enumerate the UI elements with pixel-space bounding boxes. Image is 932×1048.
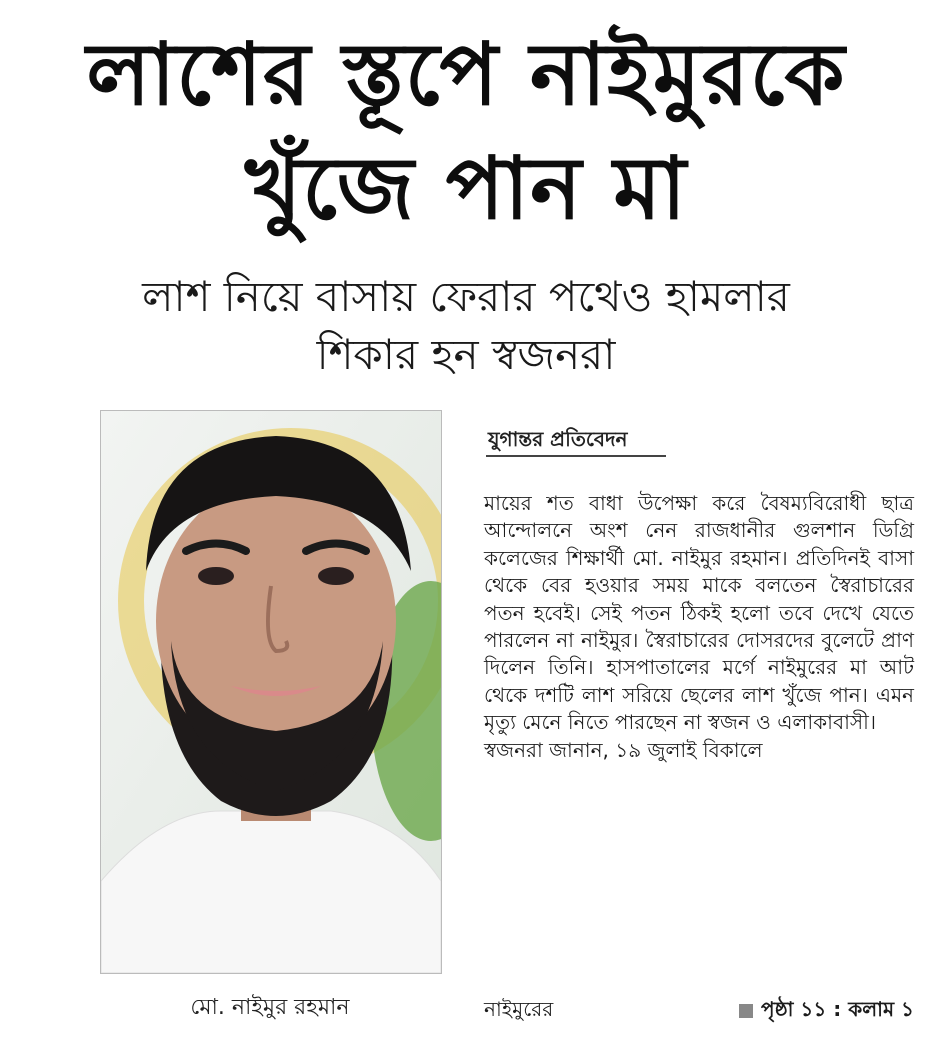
page-jump-label: পৃষ্ঠা ১১ : কলাম ১ <box>761 997 914 1021</box>
article-body <box>484 490 914 764</box>
square-bullet-icon <box>739 1004 753 1018</box>
subheadline-line-1: লাশ নিয়ে বাসায় ফেরার পথেও হামলার <box>142 272 790 321</box>
byline-divider <box>486 455 666 457</box>
headline-line-1: লাশের স্তূপে নাইমুরকে <box>86 25 846 125</box>
article-paragraph-1: মায়ের শত বাধা উপেক্ষা করে বৈষম্যবিরোধী ছাত্র আন্দোলনে অংশ নেন রাজধানীর গুলশান ডিগ্রি কলেজের শিক্ষার্থী মো. নাইমুর রহমান। প্রতিদিনই বাসা থেকে বের হওয়ার সময় মাকে বলতেন স্বৈরাচারের পতন হবেই। সেই পতন ঠিকই হলো তবে দেখে যেতে পারলেন না নাইমুর। স্বৈরাচারের দোসরদের বুলেটে প্রাণ দিলেন তিনি। হাসপাতালের মর্গে নাইমুরের মা আট থেকে দশটি লাশ সরিয়ে ছেলের লাশ খুঁজে পান। এমন মৃত্যু মেনে নিতে পারছেন না স্বজন ও এলাকাবাসী। <box>484 491 914 735</box>
article-continuation <box>484 995 914 1028</box>
headline-line-2: খুঁজে পান মা <box>244 139 688 239</box>
article-paragraph-2: স্বজনরা জানান, ১৯ জুলাই বিকালে <box>484 737 763 762</box>
headline <box>0 18 932 246</box>
subheadline <box>0 268 932 384</box>
portrait-photo <box>100 410 442 974</box>
byline: যুগান্তর প্রতিবেদন <box>488 427 628 451</box>
photo-caption: মো. নাইমুর রহমান <box>190 995 350 1020</box>
page-jump-reference <box>739 995 914 1028</box>
continuation-word: নাইমুরের <box>484 997 554 1021</box>
portrait-illustration <box>101 411 441 973</box>
subheadline-line-2: শিকার হন স্বজনরা <box>316 330 616 379</box>
